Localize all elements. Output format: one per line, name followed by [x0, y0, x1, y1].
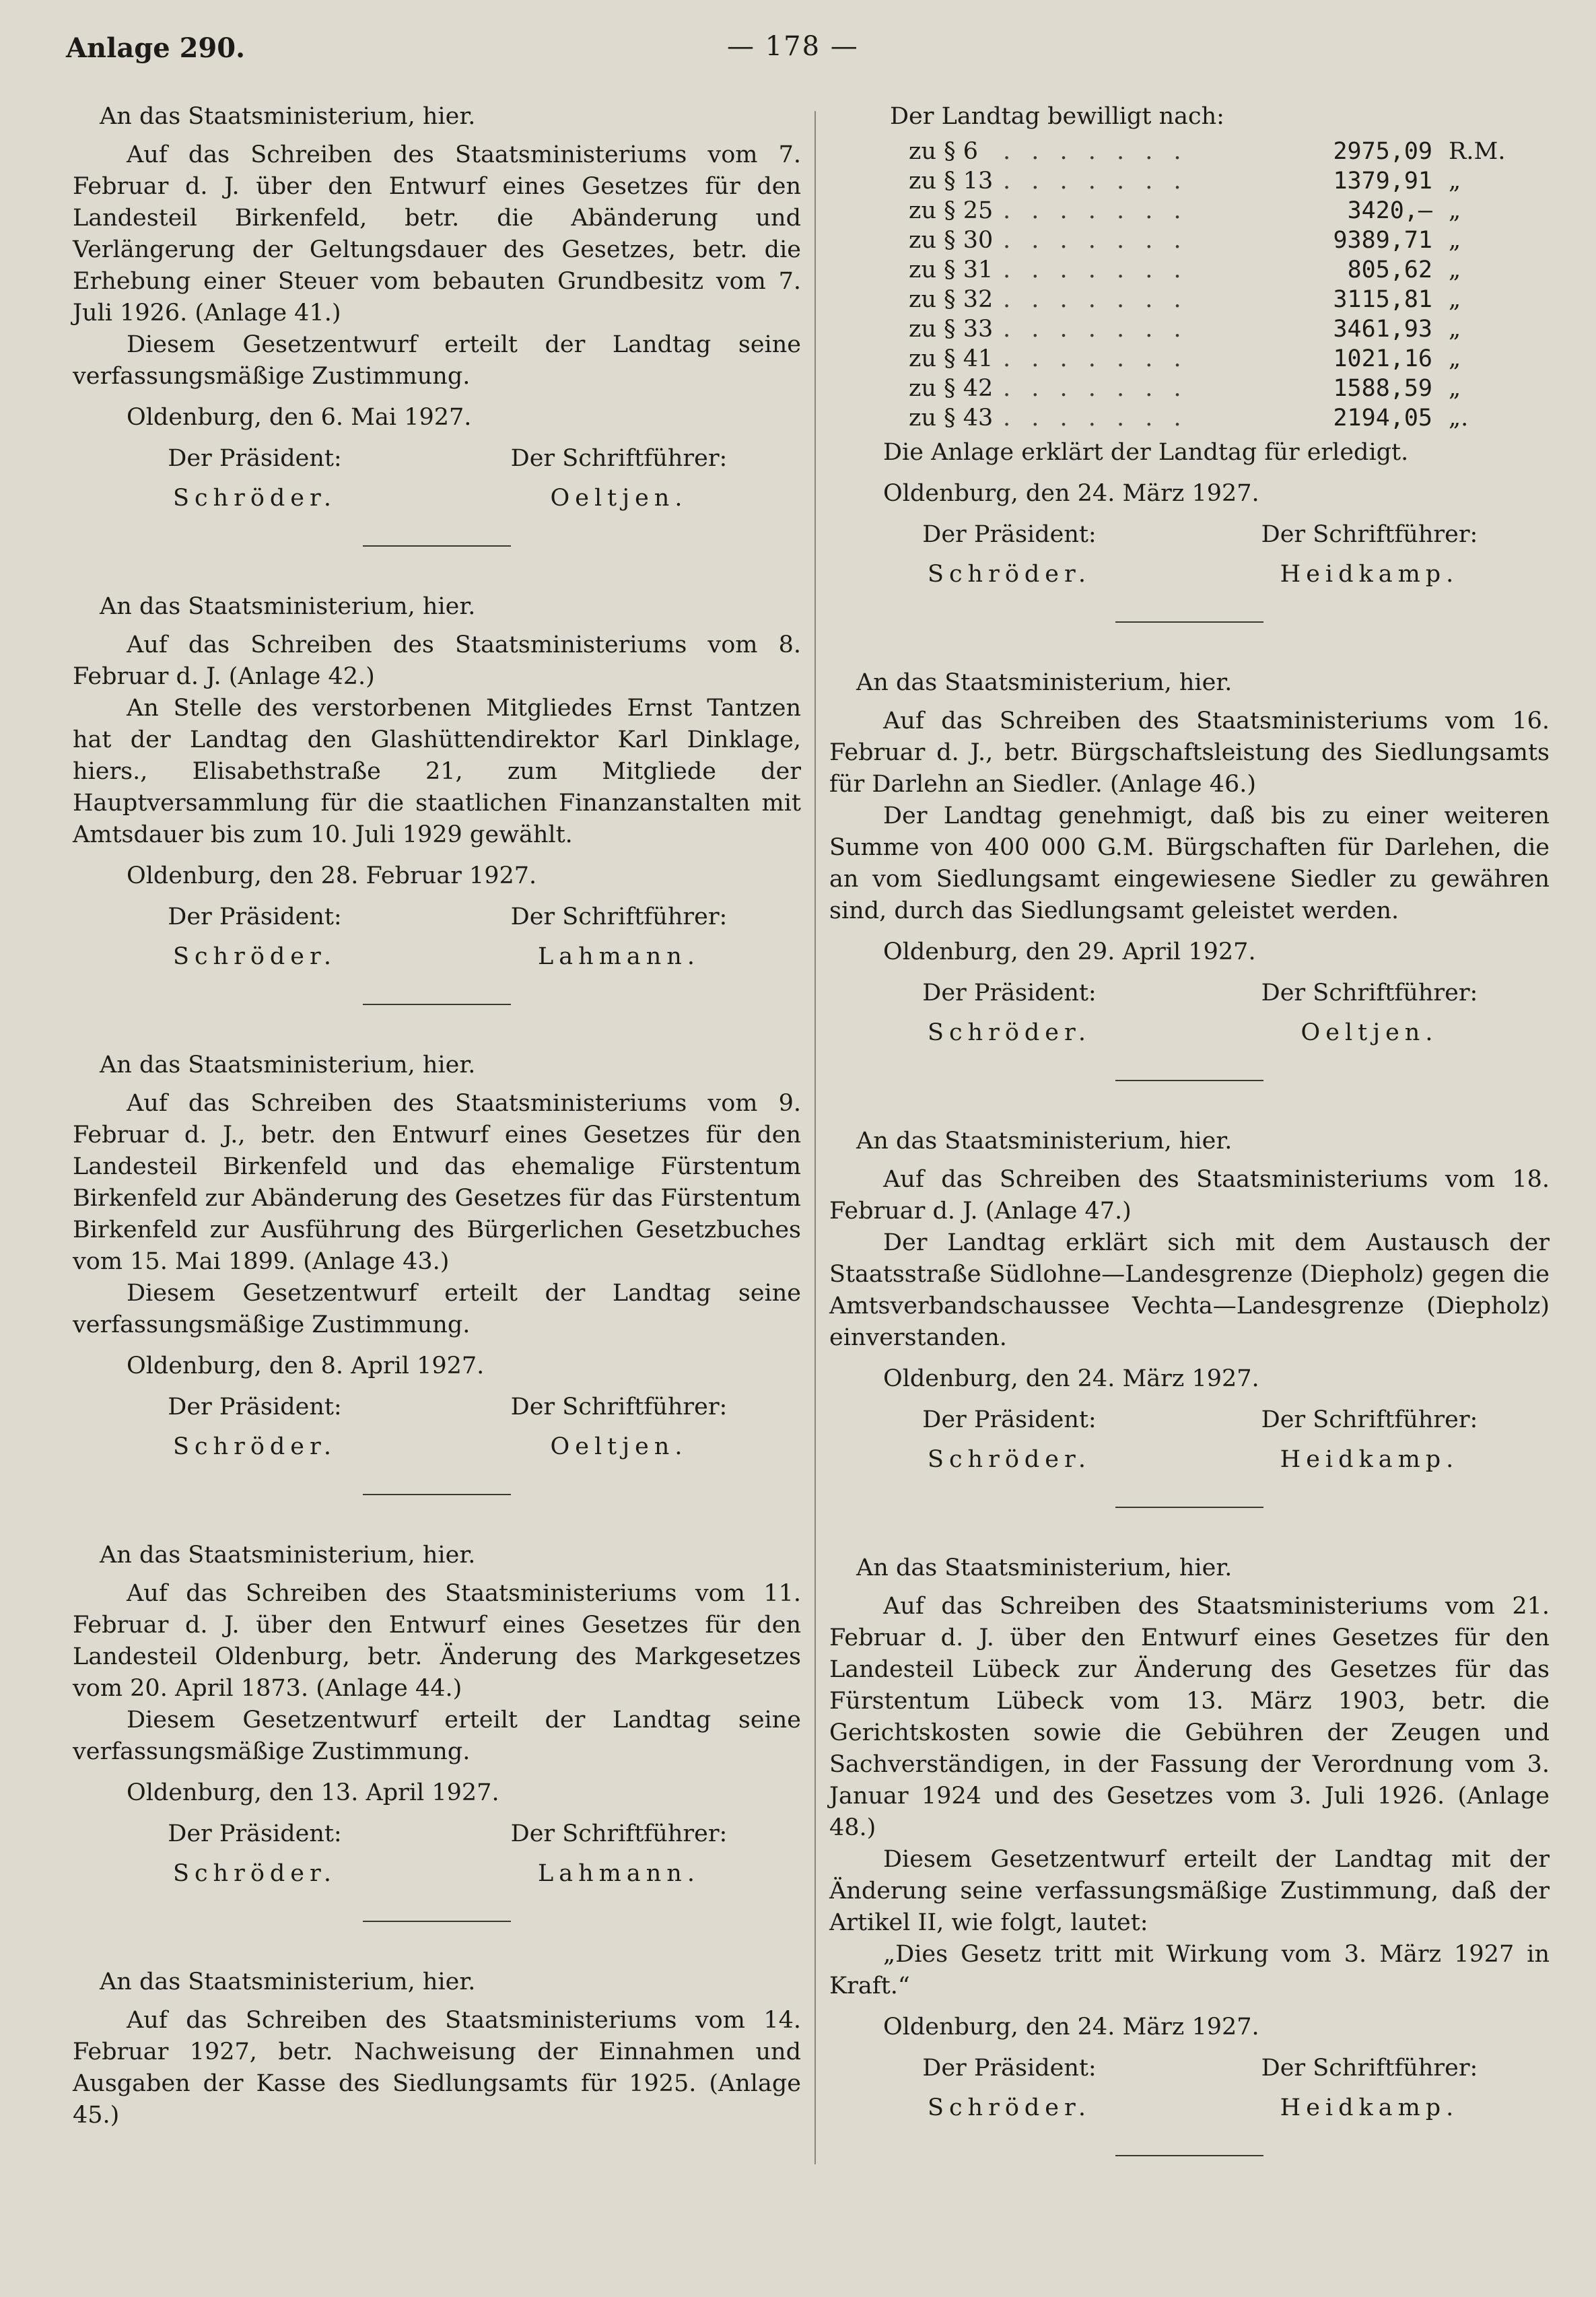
allocation-block	[829, 101, 1550, 623]
leader-dots: . . . . . . .	[1003, 405, 1188, 432]
separator-rule	[363, 1921, 511, 1922]
body-paragraph: Der Landtag genehmigt, daß bis zu einer weiteren Summe von 400 000 G.M. Bürgschaften für Darlehen, die an vom Siedlungsamt eingewiesene Siedler zu gewähren sind, durch das Siedlungsamt geleistet werden.	[829, 802, 1550, 924]
separator-rule	[1115, 621, 1263, 623]
secretary-name: Lahmann.	[538, 943, 700, 970]
allocation-unit: „	[1449, 256, 1461, 283]
secretary-label: Der Schriftführer:	[1261, 980, 1478, 1006]
signature-names	[73, 483, 801, 514]
location-date: Oldenburg, den 8. April 1927.	[127, 1352, 485, 1379]
secretary-name: Lahmann.	[538, 1860, 700, 1887]
separator-rule	[363, 1004, 511, 1005]
allocation-unit: „.	[1449, 405, 1469, 432]
address-line: An das Staatsministerium, hier.	[100, 103, 476, 130]
signature-names	[73, 941, 801, 973]
appendix-header: Anlage 290.	[66, 32, 245, 64]
body-paragraph: Der Landtag erklärt sich mit dem Austausch der Staatsstraße Südlohne—Landesgrenze (Diepholz) gegen die Amtsverbandschaussee Vechta—Landesgrenze (Diepholz) einverstanden.	[829, 1229, 1550, 1351]
signature-names	[73, 1858, 801, 1890]
secretary-name: Heidkamp.	[1280, 561, 1459, 588]
president-label: Der Präsident:	[922, 2055, 1097, 2082]
leader-dots: . . . . . . .	[1003, 227, 1188, 254]
address-line: An das Staatsministerium, hier.	[856, 1554, 1233, 1581]
resolution-entry	[829, 1552, 1550, 2156]
signature-names	[829, 2092, 1550, 2124]
body-paragraph: Diesem Gesetzentwurf erteilt der Landtag mit der Änderung seine verfassungsmäßige Zustimmung, daß der Artikel II, wie folgt, lautet:	[829, 1846, 1550, 1936]
allocation-row	[909, 285, 1550, 314]
quoted-article: „Dies Gesetz tritt mit Wirkung vom 3. März 1927 in Kraft.“	[829, 1941, 1550, 1999]
location-date: Oldenburg, den 13. April 1927.	[127, 1779, 499, 1806]
allocation-section: zu § 13	[909, 168, 994, 195]
allocation-unit: „	[1449, 316, 1461, 343]
allocation-amount: 3420,—	[1347, 197, 1432, 224]
signature-names	[73, 1431, 801, 1463]
president-name: Schröder.	[927, 561, 1092, 588]
location-date: Oldenburg, den 24. März 1927.	[883, 1365, 1259, 1392]
allocation-section: zu § 25	[909, 197, 994, 224]
allocation-table	[829, 137, 1550, 433]
allocation-unit: „	[1449, 345, 1461, 372]
leader-dots: . . . . . . .	[1003, 375, 1188, 402]
body-paragraph: Diesem Gesetzentwurf erteilt der Landtag seine verfassungsmäßige Zustimmung.	[73, 1707, 801, 1765]
leader-dots: . . . . . . .	[1003, 138, 1188, 165]
allocation-row	[909, 314, 1550, 344]
allocation-amount: 2194,05	[1333, 405, 1432, 432]
secretary-label: Der Schriftführer:	[510, 903, 728, 930]
secretary-name: Heidkamp.	[1280, 2094, 1459, 2121]
body-paragraph: Auf das Schreiben des Staatsministeriums vom 18. Februar d. J. (Anlage 47.)	[829, 1166, 1550, 1225]
body-paragraph: Diesem Gesetzentwurf erteilt der Landtag seine verfassungsmäßige Zustimmung.	[73, 1280, 801, 1338]
body-paragraph: Auf das Schreiben des Staatsministeriums vom 11. Februar d. J. über den Entwurf eines Gesetzes für den Landesteil Oldenburg, betr. Änderung des Markgesetzes vom 20. April 1873. (Anlage 44.)	[73, 1580, 801, 1702]
body-paragraph: Die Anlage erklärt der Landtag für erledigt.	[883, 439, 1409, 466]
leader-dots: . . . . . . .	[1003, 197, 1188, 224]
leader-dots: . . . . . . .	[1003, 345, 1188, 372]
secretary-name: Oeltjen.	[550, 1433, 688, 1460]
allocation-section: zu § 42	[909, 375, 994, 402]
leader-dots: . . . . . . .	[1003, 316, 1188, 343]
body-paragraph: Auf das Schreiben des Staatsministeriums vom 16. Februar d. J., betr. Bürgschaftsleistung des Siedlungsamts für Darlehn an Siedler. (Anlage 46.)	[829, 708, 1550, 798]
allocation-section: zu § 30	[909, 227, 994, 254]
address-line: An das Staatsministerium, hier.	[100, 1052, 476, 1078]
body-paragraph: Auf das Schreiben des Staatsministeriums vom 9. Februar d. J., betr. den Entwurf eines Gesetzes für den Landesteil Birkenfeld und das ehemalige Fürstentum Birkenfeld zur Abänderung des Gesetzes für das Fürstentum Birkenfeld zur Ausführung des Bürgerlichen Gesetzbuches vom 15. Mai 1899. (Anlage 43.)	[73, 1090, 801, 1275]
president-name: Schröder.	[172, 943, 337, 970]
location-date: Oldenburg, den 6. Mai 1927.	[127, 404, 472, 431]
address-line: An das Staatsministerium, hier.	[856, 1128, 1233, 1155]
signature-names	[829, 559, 1550, 590]
signature-labels	[73, 443, 801, 475]
allocation-amount: 9389,71	[1333, 227, 1432, 254]
separator-rule	[363, 545, 511, 547]
allocation-amount: 1021,16	[1333, 345, 1432, 372]
body-paragraph: An Stelle des verstorbenen Mitgliedes Ernst Tantzen hat der Landtag den Glashüttendirektor Karl Dinklage, hiers., Elisabethstraße 21, zum Mitgliede der Hauptversammlung für die staatlichen Finanzanstalten mit Amtsdauer bis zum 10. Juli 1929 gewählt.	[73, 695, 801, 848]
allocation-row	[909, 226, 1550, 255]
location-date: Oldenburg, den 29. April 1927.	[883, 938, 1256, 965]
resolution-entry	[73, 591, 801, 1005]
signature-names	[829, 1444, 1550, 1476]
resolution-entry	[73, 1966, 801, 2131]
president-name: Schröder.	[172, 1433, 337, 1460]
separator-rule	[1115, 1507, 1263, 1508]
secretary-label: Der Schriftführer:	[1261, 521, 1478, 548]
address-line: An das Staatsministerium, hier.	[856, 669, 1233, 696]
signature-labels	[73, 901, 801, 933]
president-label: Der Präsident:	[168, 903, 342, 930]
president-label: Der Präsident:	[922, 521, 1097, 548]
allocation-amount: 3115,81	[1333, 286, 1432, 313]
signature-labels	[829, 978, 1550, 1009]
president-name: Schröder.	[927, 2094, 1092, 2121]
right-column	[829, 101, 1550, 2201]
leader-dots: . . . . . . .	[1003, 286, 1188, 313]
signature-names	[829, 1017, 1550, 1049]
body-paragraph: Diesem Gesetzentwurf erteilt der Landtag seine verfassungsmäßige Zustimmung.	[73, 331, 801, 390]
allocation-section: zu § 43	[909, 405, 994, 432]
resolution-entry	[73, 101, 801, 547]
signature-labels	[829, 2053, 1550, 2084]
allocation-amount: 805,62	[1347, 256, 1432, 283]
allocation-section: zu § 33	[909, 316, 994, 343]
secretary-label: Der Schriftführer:	[510, 1394, 728, 1420]
left-column	[73, 101, 801, 2131]
secretary-label: Der Schriftführer:	[510, 445, 728, 472]
allocation-row	[909, 374, 1550, 403]
president-name: Schröder.	[927, 1446, 1092, 1473]
body-paragraph: Auf das Schreiben des Staatsministeriums vom 7. Februar d. J. über den Entwurf eines Gesetzes für den Landesteil Birkenfeld, betr. die Abänderung und Verlängerung der Geltungsdauer des Gesetzes, betr. die Erhebung einer Steuer vom bebauten Grundbesitz vom 7. Juli 1926. (Anlage 41.)	[73, 141, 801, 327]
resolution-entry	[829, 667, 1550, 1081]
location-date: Oldenburg, den 28. Februar 1927.	[127, 862, 537, 889]
allocation-row	[909, 166, 1550, 196]
allocation-amount: 2975,09	[1333, 138, 1432, 165]
body-paragraph: Auf das Schreiben des Staatsministeriums vom 8. Februar d. J. (Anlage 42.)	[73, 631, 801, 690]
page-number: — 178 —	[727, 31, 859, 62]
leader-dots: . . . . . . .	[1003, 256, 1188, 283]
secretary-label: Der Schriftführer:	[510, 1820, 728, 1847]
secretary-name: Heidkamp.	[1280, 1446, 1459, 1473]
president-label: Der Präsident:	[922, 1406, 1097, 1433]
allocation-section: zu § 32	[909, 286, 994, 313]
separator-rule	[1115, 2155, 1263, 2156]
allocation-amount: 1379,91	[1333, 168, 1432, 195]
signature-labels	[829, 1404, 1550, 1436]
allocation-row	[909, 137, 1550, 166]
separator-rule	[1115, 1080, 1263, 1081]
secretary-name: Oeltjen.	[1300, 1019, 1438, 1046]
signature-labels	[73, 1392, 801, 1423]
allocation-unit: R.M.	[1449, 138, 1506, 165]
address-line: An das Staatsministerium, hier.	[100, 1542, 476, 1569]
president-name: Schröder.	[172, 1860, 337, 1887]
president-name: Schröder.	[172, 485, 337, 512]
secretary-name: Oeltjen.	[550, 485, 688, 512]
allocation-unit: „	[1449, 375, 1461, 402]
location-date: Oldenburg, den 24. März 1927.	[883, 480, 1259, 507]
president-label: Der Präsident:	[168, 1394, 342, 1420]
resolution-entry	[829, 1126, 1550, 1508]
allocation-section: zu § 31	[909, 256, 994, 283]
allocation-intro: Der Landtag bewilligt nach:	[890, 103, 1224, 130]
resolution-entry	[73, 1050, 801, 1495]
resolution-entry	[73, 1540, 801, 1922]
allocation-section: zu § 6	[909, 138, 979, 165]
allocation-row	[909, 196, 1550, 226]
leader-dots: . . . . . . .	[1003, 168, 1188, 195]
allocation-row	[909, 344, 1550, 374]
signature-labels	[829, 519, 1550, 551]
body-paragraph: Auf das Schreiben des Staatsministeriums vom 14. Februar 1927, betr. Nachweisung der Einnahmen und Ausgaben der Kasse des Siedlungsamts für 1925. (Anlage 45.)	[73, 2007, 801, 2129]
allocation-amount: 1588,59	[1333, 375, 1432, 402]
allocation-section: zu § 41	[909, 345, 994, 372]
address-line: An das Staatsministerium, hier.	[100, 593, 476, 620]
secretary-label: Der Schriftführer:	[1261, 1406, 1478, 1433]
president-label: Der Präsident:	[922, 980, 1097, 1006]
body-paragraph: Auf das Schreiben des Staatsministeriums vom 21. Februar d. J. über den Entwurf eines Gesetzes für den Landesteil Lübeck zur Änderung des Gesetzes für das Fürstentum Lübeck vom 13. März 1903, betr. die Gerichtskosten sowie die Gebühren der Zeugen und Sachverständigen, in der Fassung der Verordnung vom 3. Januar 1924 und des Gesetzes vom 3. Juli 1926. (Anlage 48.)	[829, 1593, 1550, 1841]
president-label: Der Präsident:	[168, 1820, 342, 1847]
allocation-row	[909, 255, 1550, 285]
location-date: Oldenburg, den 24. März 1927.	[883, 2014, 1259, 2041]
allocation-unit: „	[1449, 197, 1461, 224]
column-divider	[814, 111, 816, 2164]
allocation-unit: „	[1449, 168, 1461, 195]
separator-rule	[363, 1494, 511, 1495]
president-label: Der Präsident:	[168, 445, 342, 472]
allocation-row	[909, 403, 1550, 433]
secretary-label: Der Schriftführer:	[1261, 2055, 1478, 2082]
address-line: An das Staatsministerium, hier.	[100, 1968, 476, 1995]
president-name: Schröder.	[927, 1019, 1092, 1046]
allocation-amount: 3461,93	[1333, 316, 1432, 343]
allocation-unit: „	[1449, 286, 1461, 313]
allocation-unit: „	[1449, 227, 1461, 254]
signature-labels	[73, 1818, 801, 1850]
